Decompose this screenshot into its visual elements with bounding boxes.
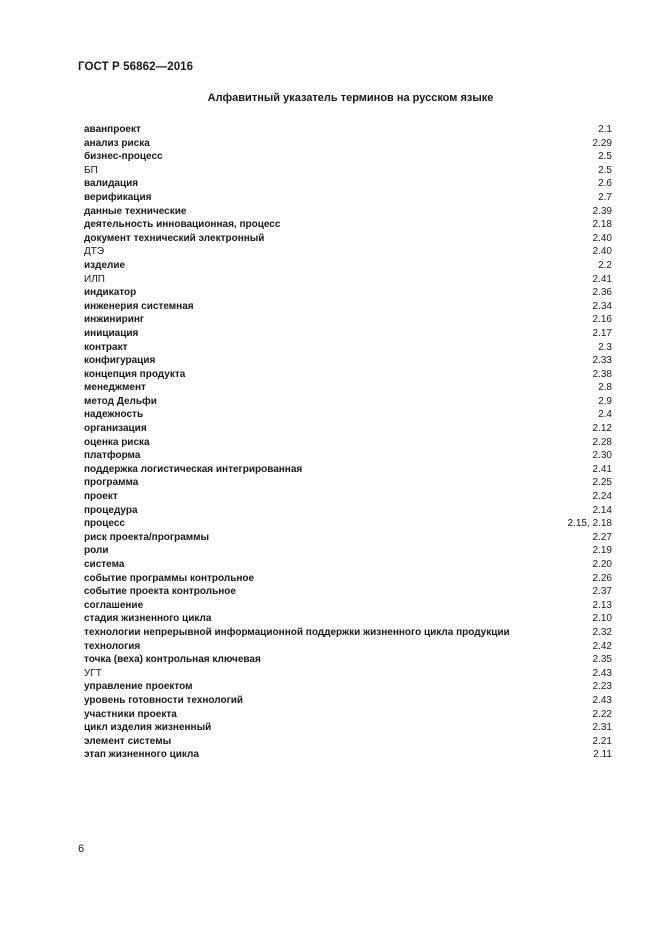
index-reference: 2.17 [592, 327, 612, 339]
index-entry [84, 341, 612, 355]
index-title: Алфавитный указатель терминов на русском языке [207, 92, 494, 104]
index-entry [84, 395, 612, 409]
index-reference: 2.3 [598, 341, 612, 353]
index-entry [84, 558, 612, 572]
index-term: УГТ [84, 667, 102, 679]
index-term: событие программы контрольное [84, 572, 255, 584]
index-term: контракт [84, 341, 128, 353]
index-reference: 2.14 [592, 504, 612, 516]
index-reference: 2.27 [592, 531, 612, 543]
index-entry [84, 599, 612, 613]
index-entry [84, 463, 612, 477]
index-reference: 2.10 [592, 613, 612, 625]
index-title-wrapper [0, 92, 661, 104]
index-entry [84, 694, 612, 708]
index-term: система [84, 559, 125, 570]
index-entry [84, 667, 612, 681]
index-reference: 2.32 [592, 626, 612, 638]
index-reference: 2.16 [592, 314, 612, 326]
index-term: платформа [84, 450, 141, 462]
index-term: процесс [84, 518, 125, 530]
index-entry [84, 408, 612, 422]
index-entry [84, 504, 612, 518]
index-term: роли [84, 545, 109, 557]
index-entry [84, 572, 612, 586]
index-reference: 2.43 [592, 694, 612, 706]
index-entry [84, 354, 612, 368]
index-term: анализ риска [84, 137, 150, 149]
index-entry [84, 626, 612, 640]
index-term: данные технические [84, 205, 187, 217]
index-term: событие проекта контрольное [84, 586, 236, 598]
index-entry [84, 708, 612, 722]
index-entry [84, 422, 612, 436]
index-entry [84, 259, 612, 273]
index-term: индикатор [84, 287, 137, 299]
index-entry [84, 640, 612, 654]
index-reference: 2.33 [592, 355, 612, 367]
index-reference: 2.31 [592, 722, 612, 734]
index-entry [84, 735, 612, 749]
index-entry [84, 680, 612, 694]
index-reference: 2.13 [592, 599, 612, 611]
index-reference: 2.37 [592, 586, 612, 598]
index-reference: 2.23 [592, 681, 612, 693]
index-term: участники проекта [84, 708, 177, 720]
index-entry [84, 232, 612, 246]
index-entry [84, 313, 612, 327]
index-term: управление проектом [84, 681, 193, 693]
index-term: инициация [84, 327, 139, 339]
index-term: документ технический электронный [84, 232, 265, 244]
index-reference: 2.5 [598, 164, 612, 176]
index-term: процедура [84, 504, 138, 516]
index-reference: 2.34 [592, 300, 612, 312]
index-term: БП [84, 164, 98, 176]
index-term: оценка риска [84, 436, 150, 448]
index-reference: 2.36 [592, 287, 612, 299]
term-index-list [84, 123, 612, 762]
index-reference: 2.28 [592, 436, 612, 448]
index-reference: 2.24 [592, 491, 612, 503]
index-term: метод Дельфи [84, 395, 157, 407]
index-entry [84, 653, 612, 667]
index-entry [84, 273, 612, 287]
index-entry [84, 531, 612, 545]
index-reference: 2.42 [592, 640, 612, 652]
index-entry [84, 245, 612, 259]
index-reference: 2.26 [592, 572, 612, 584]
index-term: изделие [84, 259, 126, 271]
index-term: поддержка логистическая интегрированная [84, 463, 303, 475]
page-number: 6 [78, 843, 85, 855]
index-reference: 2.29 [592, 137, 612, 149]
index-reference: 2.22 [592, 708, 612, 720]
index-term: проект [84, 491, 118, 503]
index-reference: 2.7 [598, 191, 612, 203]
index-entry [84, 748, 612, 762]
index-term: надежность [84, 409, 144, 421]
index-reference: 2.40 [592, 232, 612, 244]
index-term: уровень готовности технологий [84, 694, 244, 706]
index-entry [84, 327, 612, 341]
index-reference: 2.8 [598, 382, 612, 394]
index-entry [84, 368, 612, 382]
index-term: ДТЭ [84, 246, 105, 258]
index-entry [84, 177, 612, 191]
index-entry [84, 476, 612, 490]
index-term: технологии непрерывной информационной поддержки жизненного цикла продукции [84, 626, 510, 638]
index-reference: 2.25 [592, 477, 612, 489]
index-reference: 2.20 [592, 559, 612, 570]
index-reference: 2.5 [598, 151, 612, 163]
index-entry [84, 191, 612, 205]
index-term: точка (веха) контрольная ключевая [84, 654, 261, 666]
index-entry [84, 490, 612, 504]
index-term: инжиниринг [84, 314, 145, 326]
index-entry [84, 123, 612, 137]
index-term: инженерия системная [84, 300, 194, 312]
index-reference: 2.9 [598, 395, 612, 407]
index-reference: 2.2 [598, 259, 612, 271]
index-entry [84, 544, 612, 558]
index-term: элемент системы [84, 735, 172, 747]
index-term: деятельность инновационная, процесс [84, 219, 281, 231]
index-reference: 2.35 [592, 654, 612, 666]
index-reference: 2.41 [592, 273, 612, 285]
index-term: стадия жизненного цикла [84, 613, 212, 625]
index-reference: 2.43 [592, 667, 612, 679]
index-reference: 2.41 [592, 463, 612, 475]
index-reference: 2.39 [592, 205, 612, 217]
index-reference: 2.40 [592, 246, 612, 258]
index-term: соглашение [84, 599, 144, 611]
index-term: риск проекта/программы [84, 531, 210, 543]
index-entry [84, 585, 612, 599]
index-reference: 2.21 [592, 735, 612, 747]
index-term: ИЛП [84, 273, 105, 285]
index-term: цикл изделия жизненный [84, 722, 212, 734]
index-term: аванпроект [84, 124, 141, 135]
index-term: организация [84, 423, 147, 435]
index-reference: 2.15, 2.18 [567, 518, 612, 530]
index-entry [84, 381, 612, 395]
index-term: валидация [84, 178, 139, 190]
index-entry [84, 137, 612, 151]
index-reference: 2.30 [592, 450, 612, 462]
index-term: верификация [84, 191, 152, 203]
index-reference: 2.4 [598, 409, 612, 421]
index-entry [84, 164, 612, 178]
index-entry [84, 205, 612, 219]
index-entry [84, 436, 612, 450]
index-reference: 2.12 [592, 423, 612, 435]
index-entry [84, 517, 612, 531]
index-entry [84, 721, 612, 735]
index-entry [84, 286, 612, 300]
index-entry [84, 449, 612, 463]
index-term: бизнес-процесс [84, 151, 163, 163]
index-reference: 2.38 [592, 368, 612, 380]
index-term: конфигурация [84, 355, 156, 367]
index-reference: 2.19 [592, 545, 612, 557]
index-entry [84, 300, 612, 314]
index-term: технология [84, 640, 141, 652]
index-term: менеджмент [84, 382, 146, 394]
standard-designation: ГОСТ Р 56862—2016 [78, 61, 194, 73]
index-term: программа [84, 477, 139, 489]
index-reference: 2.11 [593, 749, 612, 761]
index-entry [84, 612, 612, 626]
index-entry [84, 150, 612, 164]
index-reference: 2.18 [592, 219, 612, 231]
index-reference: 2.1 [598, 124, 612, 135]
index-entry [84, 218, 612, 232]
index-reference: 2.6 [598, 178, 612, 190]
index-term: этап жизненного цикла [84, 749, 199, 761]
index-term: концепция продукта [84, 368, 186, 380]
